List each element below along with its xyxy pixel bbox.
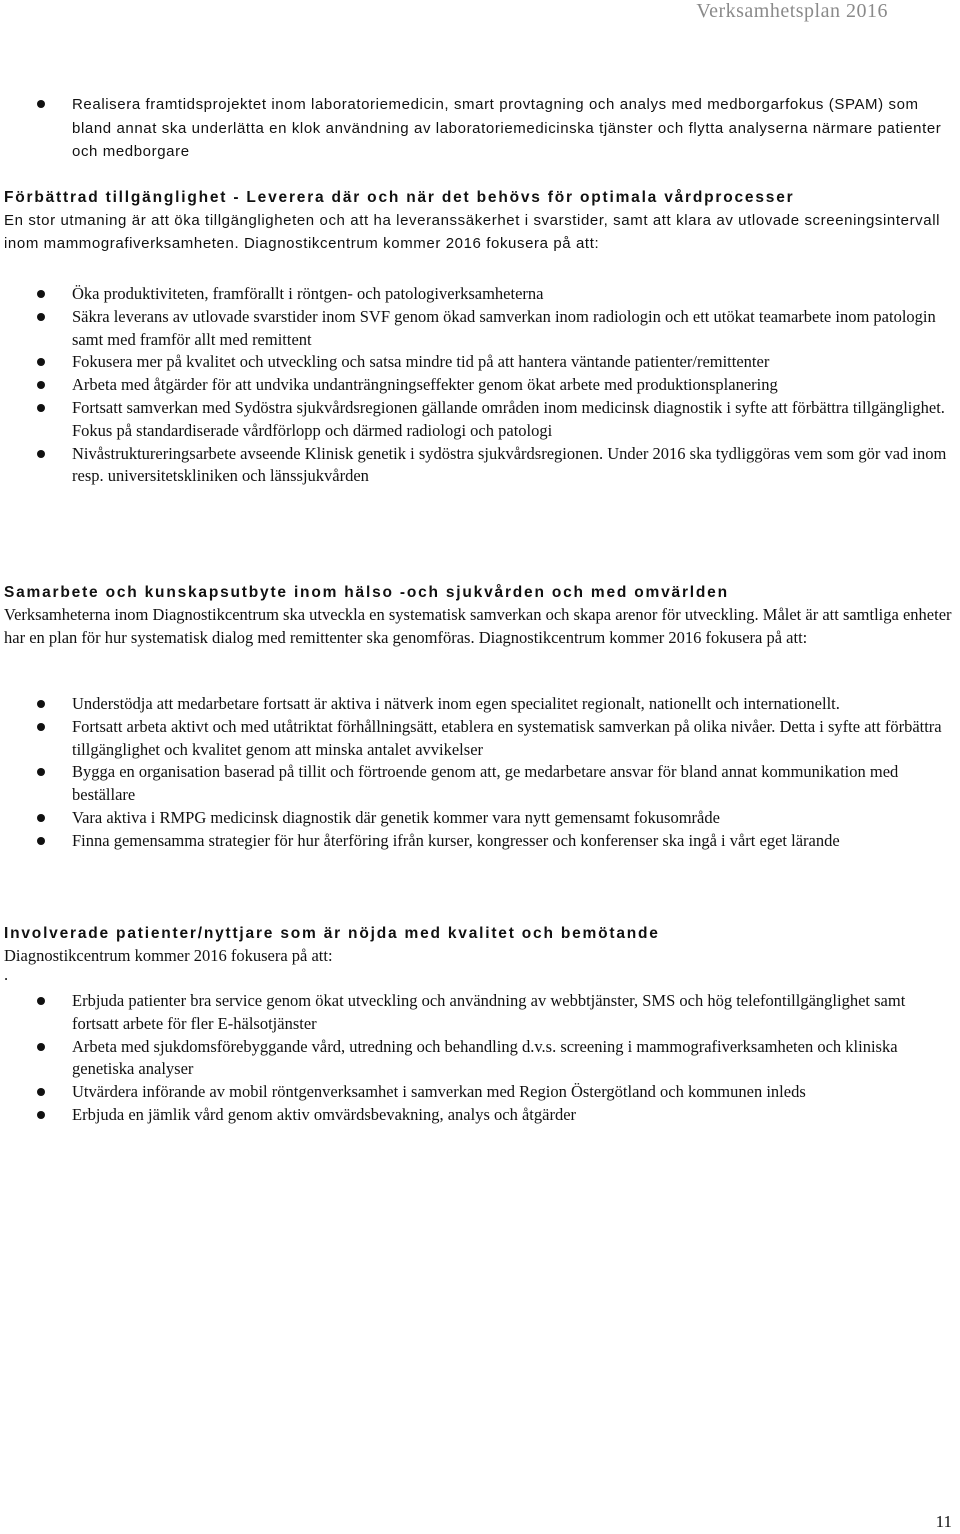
list-item	[4, 990, 960, 1036]
section-heading: Involverade patienter/nyttjare som är nöjda med kvalitet och bemötande	[4, 925, 660, 942]
bullet-icon	[37, 814, 45, 822]
list-item	[4, 807, 960, 830]
list-item	[4, 443, 960, 489]
bullet-icon	[37, 450, 45, 458]
list-item-text: Utvärdera införande av mobil röntgenverksamhet i samverkan med Region Östergötland och kommunen inleds	[72, 1082, 806, 1102]
bullet-icon	[37, 700, 45, 708]
bullet-icon	[37, 1111, 45, 1119]
list-item	[4, 306, 960, 352]
list-item	[4, 716, 960, 762]
bullet-icon	[37, 404, 45, 412]
list-item-text: Arbeta med åtgärder för att undvika undanträngningseffekter genom ökat arbete med produktionsplanering	[72, 375, 778, 395]
bullet-icon	[37, 290, 45, 298]
page-number: 11	[935, 1512, 952, 1531]
bullet-icon	[37, 1043, 45, 1051]
list-item-text: Understödja att medarbetare fortsatt är aktiva i nätverk inom egen specialitet regionalt, nationellt och internationellt.	[72, 694, 840, 713]
bullet-icon	[37, 100, 45, 108]
list-item	[4, 283, 960, 306]
list-item-text: Fokusera mer på kvalitet och utveckling och satsa mindre tid på att hantera väntande patienter/remittenter	[72, 352, 770, 372]
list-item	[4, 830, 960, 853]
section-involverade-patienter	[4, 922, 960, 982]
list-item	[4, 693, 960, 716]
stray-mark: .	[4, 964, 9, 984]
list-item	[4, 351, 960, 374]
list-item	[4, 1036, 960, 1082]
list-item-text: Realisera framtidsprojektet inom laboratoriemedicin, smart provtagning och analys med medborgarfokus (SPAM) som bland annat ska underlätta en klok användning av laboratoriemedicinska tjänster och flytta analyserna närmare patienter och medborgare	[72, 96, 942, 160]
list-item-text: Bygga en organisation baserad på tillit och förtroende genom att, ge medarbetare ansvar för bland annat kommunikation med beställare	[72, 762, 899, 805]
section-paragraph: En stor utmaning är att öka tillgängligheten och att ha leveranssäkerhet i svarstider, samt att klara av utlovade screeningsintervall inom mammografiverksamheten. Diagnostikcentrum kommer 2016 fokusera på att:	[4, 212, 941, 252]
bullet-icon	[37, 313, 45, 321]
list-item-text: Fortsatt samverkan med Sydöstra sjukvårdsregionen gällande områden inom medicinsk diagnostik i syfte att förbättra tillgänglighet. Fokus på standardiserade vårdförlopp och därmed radiologi och patologi	[72, 397, 945, 440]
bullet-list	[4, 990, 960, 1127]
list-item	[4, 374, 960, 397]
list-item	[4, 1104, 960, 1127]
list-item-text: Finna gemensamma strategier för hur återföring ifrån kurser, kongresser och konferenser ska ingå i vårt eget lärande	[72, 830, 840, 850]
list-item-text: Nivåstruktureringsarbete avseende Klinisk genetik i sydöstra sjukvårdsregionen. Under 2016 ska tydliggöras vem som gör vad inom resp. universitetskliniken och länssjukvården	[72, 443, 947, 486]
list-item-text: Fortsatt arbeta aktivt och med utåtriktat förhållningsätt, etablera en systematisk samverkan på olika nivåer. Detta i syfte att förbättra tillgänglighet och kvalitet genom att minska antalet avvikelser	[72, 716, 942, 759]
section-heading: Samarbete och kunskapsutbyte inom hälso -och sjukvården och med omvärlden	[4, 584, 729, 601]
intro-bullet-list-block	[4, 93, 960, 164]
bullet-icon	[37, 1088, 45, 1096]
bullet-icon	[37, 768, 45, 776]
bullet-icon	[37, 723, 45, 731]
bullet-list	[4, 283, 960, 488]
section-tillganglighet	[4, 186, 960, 255]
section-heading: Förbättrad tillgänglighet - Leverera där och när det behövs för optimala vårdprocesser	[4, 189, 795, 206]
page-header-title: Verksamhetsplan 2016	[696, 0, 888, 22]
list-item-text: Vara aktiva i RMPG medicinsk diagnostik där genetik kommer vara nytt gemensamt fokusområde	[72, 807, 720, 827]
list-item	[4, 93, 960, 164]
section-paragraph: Diagnostikcentrum kommer 2016 fokusera på att:	[4, 946, 333, 965]
list-item-text: Erbjuda en jämlik vård genom aktiv omvärdsbevakning, analys och åtgärder	[72, 1104, 577, 1124]
list-item	[4, 397, 960, 443]
list-item-text: Öka produktiviteten, framförallt i röntgen- och patologiverksamheterna	[72, 284, 544, 303]
bullet-icon	[37, 997, 45, 1005]
bullet-list	[4, 693, 960, 853]
section-involverade-patienter-bullets	[4, 990, 960, 1127]
section-tillganglighet-bullets	[4, 283, 960, 488]
intro-bullet-list	[4, 93, 960, 164]
list-item-text: Erbjuda patienter bra service genom ökat utveckling och användning av webbtjänster, SMS och hög telefontillgänglighet samt fortsatt arbete för fler E-hälsotjänster	[72, 991, 906, 1033]
list-item	[4, 761, 960, 807]
list-item-text: Arbeta med sjukdomsförebyggande vård, utredning och behandling d.v.s. screening i mammografiverksamheten och kliniska genetiska analyser	[72, 1036, 898, 1079]
list-item-text: Säkra leverans av utlovade svarstider inom SVF genom ökad samverkan inom radiologin och ett utökat teamarbete inom patologin samt med framför allt med remittent	[72, 306, 936, 349]
section-samarbete	[4, 581, 960, 649]
bullet-icon	[37, 381, 45, 389]
bullet-icon	[37, 837, 45, 845]
bullet-icon	[37, 358, 45, 366]
section-samarbete-bullets	[4, 693, 960, 853]
list-item	[4, 1081, 960, 1104]
section-paragraph: Verksamheterna inom Diagnostikcentrum ska utveckla en systematisk samverkan och skapa arenor för utveckling. Målet är att samtliga enheter har en plan för hur systematisk dialog med remittenter ska genomföras. Diagnostikcentrum kommer 2016 fokusera på att:	[4, 605, 952, 647]
